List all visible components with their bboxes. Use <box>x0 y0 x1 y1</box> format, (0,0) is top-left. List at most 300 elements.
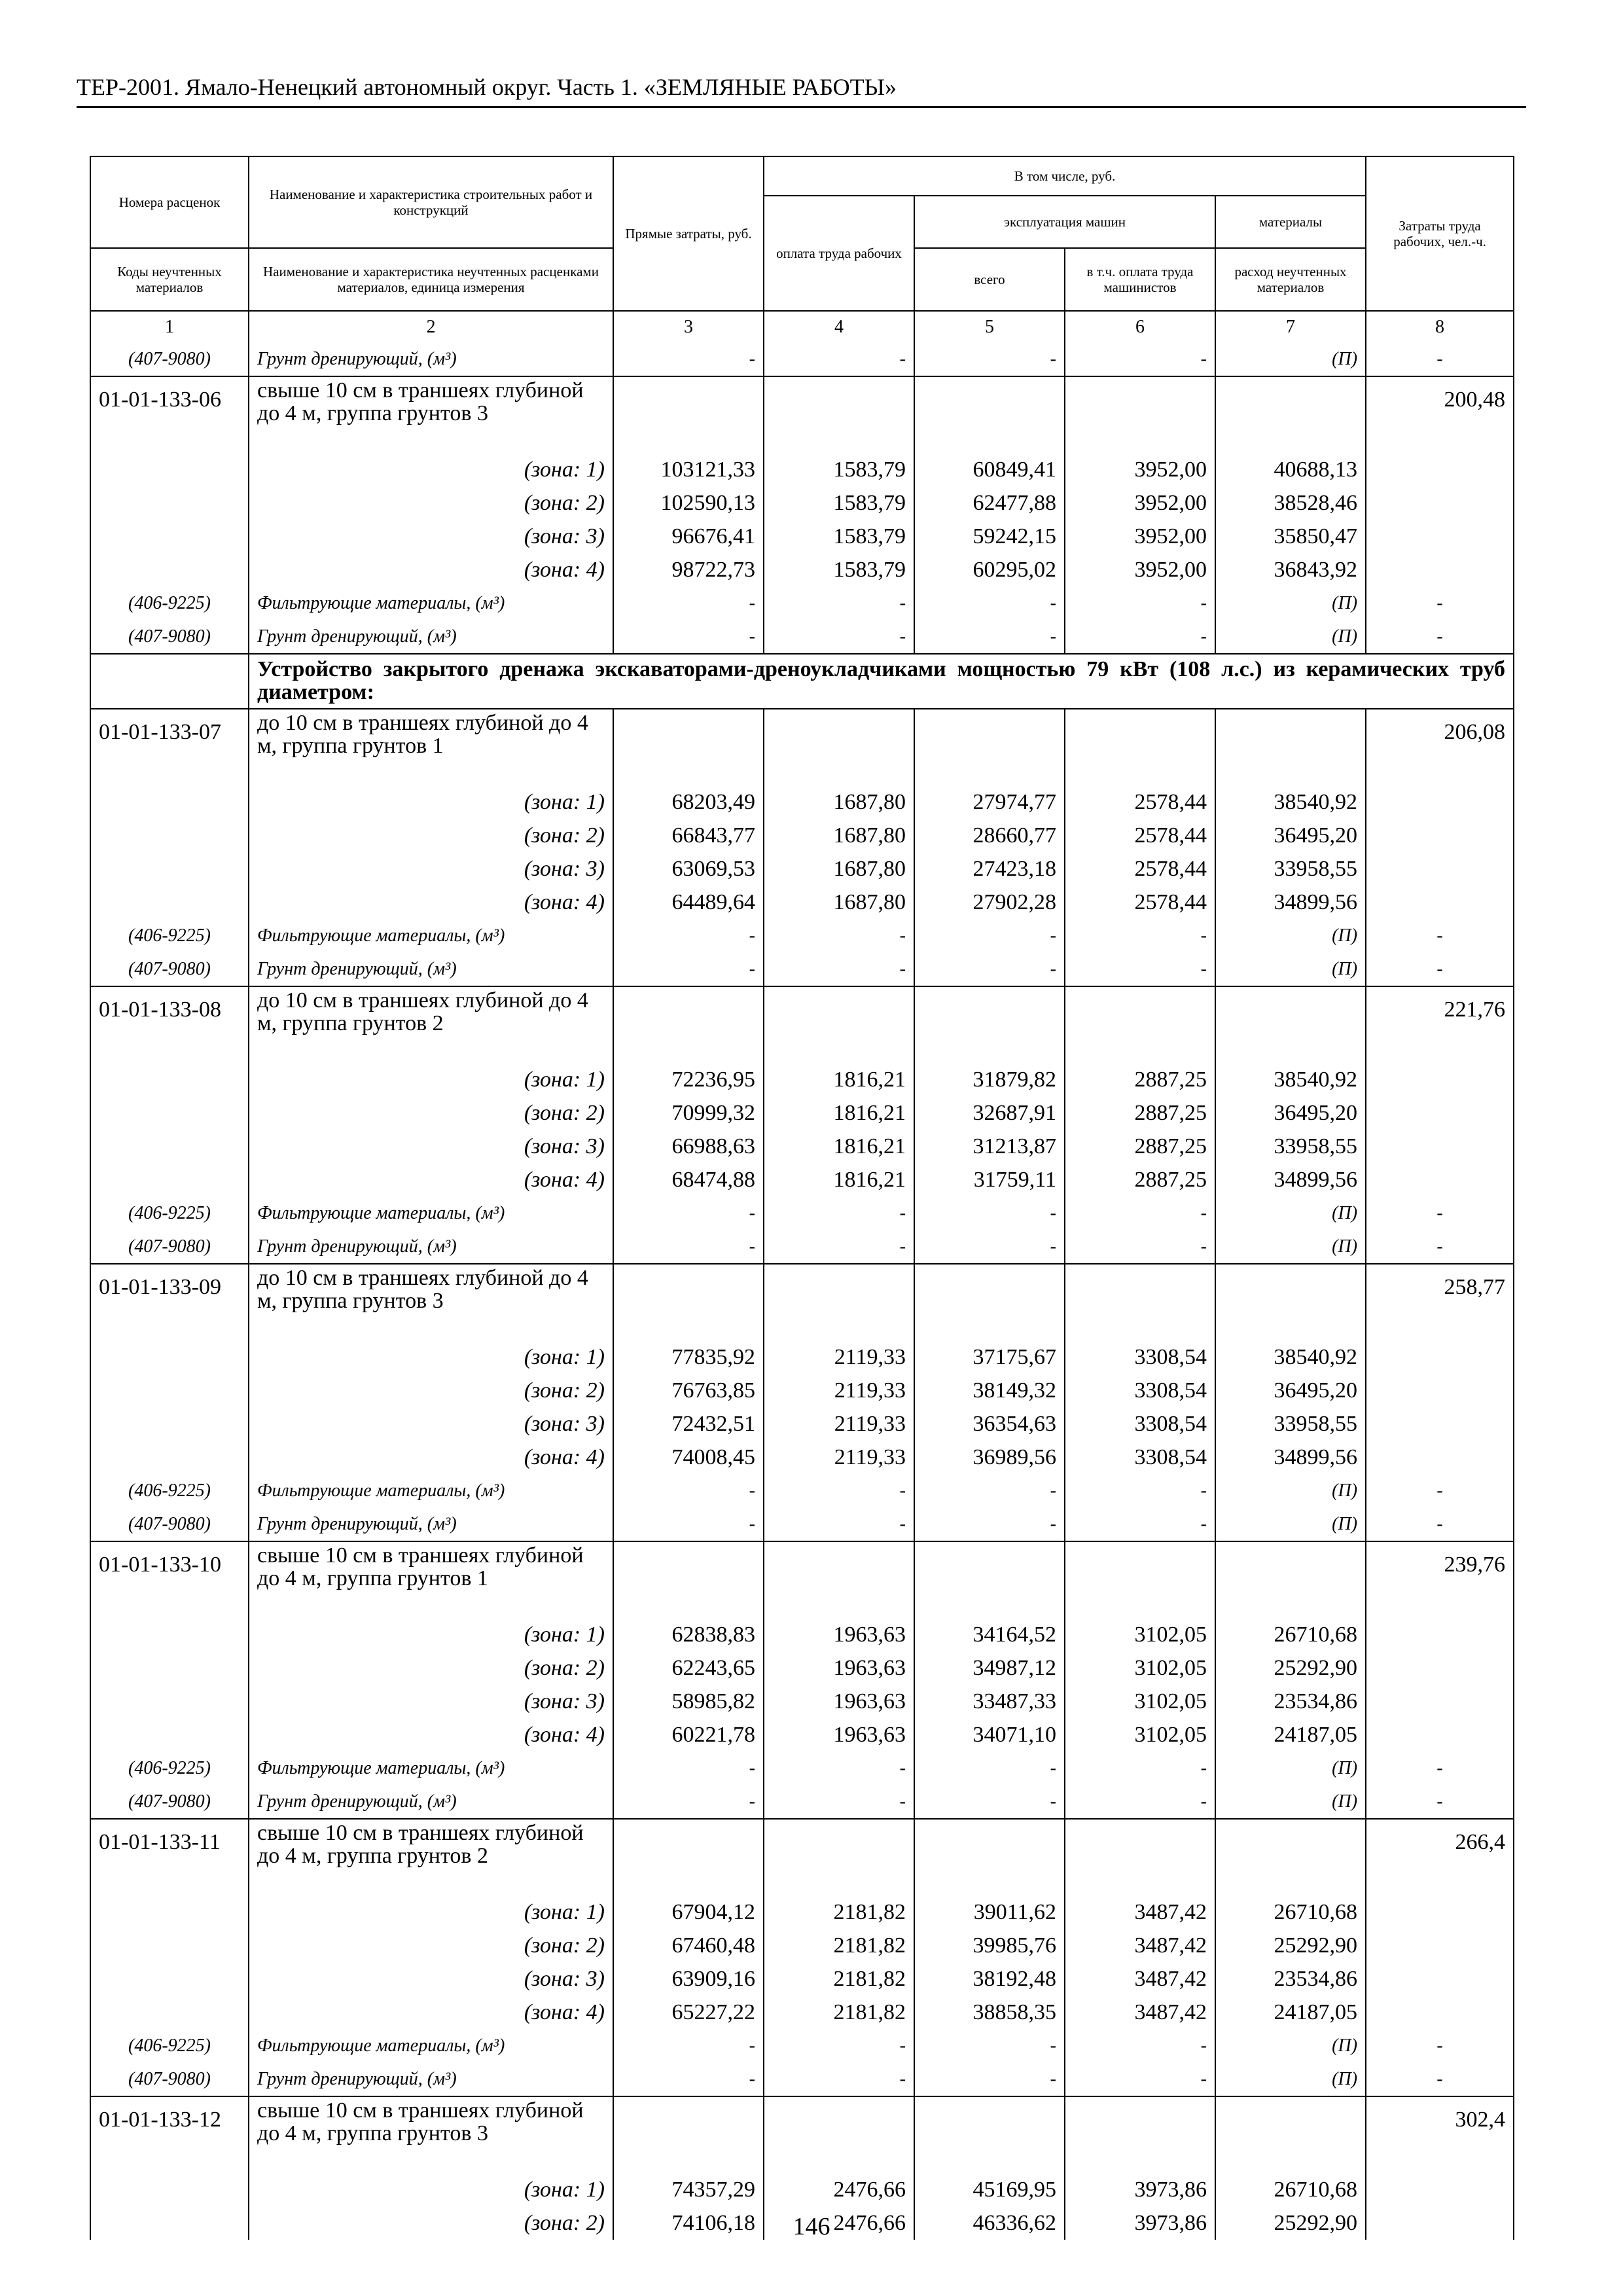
zone-label: (зона: 1) <box>249 1340 613 1374</box>
worker-pay-cell: 1583,79 <box>764 486 914 520</box>
rate-code: 01-01-133-06 <box>90 376 249 453</box>
column-number: 3 <box>613 311 764 342</box>
blank-cell <box>613 1819 764 1895</box>
zone-label: (зона: 1) <box>249 785 613 819</box>
materials-cell: 34899,56 <box>1215 1163 1366 1196</box>
materials-cell: 33958,55 <box>1215 852 1366 886</box>
machines-total-cell: 27902,28 <box>914 886 1065 919</box>
direct-cost-cell: 96676,41 <box>613 520 764 553</box>
operator-pay-cell: 3487,42 <box>1065 1929 1215 1962</box>
blank-cell <box>1366 1407 1514 1441</box>
worker-pay-cell: 2181,82 <box>764 1929 914 1962</box>
material-row <box>90 952 1514 986</box>
materials-cell: 38528,46 <box>1215 486 1366 520</box>
direct-cost-cell: - <box>613 952 764 986</box>
blank-cell <box>764 1819 914 1895</box>
blank-cell <box>1215 709 1366 785</box>
col-4-header: оплата труда рабочих <box>764 196 914 311</box>
worker-pay-cell: 2181,82 <box>764 1962 914 1996</box>
zone-row <box>90 1718 1514 1751</box>
worker-pay-cell: 2119,33 <box>764 1407 914 1441</box>
direct-cost-cell: 68474,88 <box>613 1163 764 1196</box>
direct-cost-cell: 98722,73 <box>613 553 764 586</box>
blank-cell <box>90 1996 249 2029</box>
operator-pay-cell: 2578,44 <box>1065 886 1215 919</box>
materials-cell: 38540,92 <box>1215 1340 1366 1374</box>
direct-cost-cell: - <box>613 919 764 952</box>
col-1-bottom-header: Коды неучтенных материалов <box>90 248 249 311</box>
labor-cost: 200,48 <box>1366 376 1514 453</box>
labor-cost: - <box>1366 1751 1514 1785</box>
worker-pay-cell: - <box>764 1474 914 1507</box>
worker-pay-cell: 1687,80 <box>764 886 914 919</box>
blank-cell <box>1065 1819 1215 1895</box>
zone-label: (зона: 4) <box>249 886 613 919</box>
blank-cell <box>1366 453 1514 486</box>
worker-pay-cell: - <box>764 586 914 620</box>
direct-cost-cell: 60221,78 <box>613 1718 764 1751</box>
materials-cell: (П) <box>1215 1751 1366 1785</box>
blank-cell <box>613 1264 764 1340</box>
blank-cell <box>1366 1651 1514 1685</box>
materials-cell: 26710,68 <box>1215 1618 1366 1651</box>
blank-cell <box>90 1441 249 1474</box>
blank-cell <box>1065 709 1215 785</box>
blank-cell <box>1366 1163 1514 1196</box>
zone-label: (зона: 2) <box>249 2206 613 2240</box>
operator-pay-cell: 3952,00 <box>1065 520 1215 553</box>
section-heading-row <box>90 654 1514 709</box>
machines-total-cell: - <box>914 2062 1065 2096</box>
col-6-header: в т.ч. оплата труда машинистов <box>1065 248 1215 311</box>
worker-pay-cell: 2181,82 <box>764 1895 914 1929</box>
zone-label: (зона: 2) <box>249 1096 613 1130</box>
operator-pay-cell: 3973,86 <box>1065 2206 1215 2240</box>
rate-description: свыше 10 см в траншеях глубиной до 4 м, группа грунтов 3 <box>249 376 613 453</box>
column-number: 8 <box>1366 311 1514 342</box>
zone-label: (зона: 3) <box>249 1130 613 1163</box>
operator-pay-cell: - <box>1065 620 1215 654</box>
direct-cost-cell: 63909,16 <box>613 1962 764 1996</box>
worker-pay-cell: 1583,79 <box>764 520 914 553</box>
machines-total-cell: 59242,15 <box>914 520 1065 553</box>
machines-total-cell: 37175,67 <box>914 1340 1065 1374</box>
blank-cell <box>1366 1895 1514 1929</box>
operator-pay-cell: 2887,25 <box>1065 1096 1215 1130</box>
labor-cost: - <box>1366 2062 1514 2096</box>
zone-row <box>90 1163 1514 1196</box>
direct-cost-cell: 72432,51 <box>613 1407 764 1441</box>
material-name: Фильтрующие материалы, (м³) <box>249 1474 613 1507</box>
labor-cost: - <box>1366 586 1514 620</box>
material-name: Грунт дренирующий, (м³) <box>249 952 613 986</box>
machines-total-cell: - <box>914 1474 1065 1507</box>
blank-cell <box>90 553 249 586</box>
operator-pay-cell: 2578,44 <box>1065 785 1215 819</box>
zone-row <box>90 453 1514 486</box>
material-row <box>90 2062 1514 2096</box>
worker-pay-cell: 2119,33 <box>764 1441 914 1474</box>
materials-cell: 36495,20 <box>1215 1096 1366 1130</box>
blank-cell <box>1366 1063 1514 1096</box>
blank-cell <box>1366 1685 1514 1718</box>
blank-cell <box>1065 376 1215 453</box>
material-name: Грунт дренирующий, (м³) <box>249 2062 613 2096</box>
direct-cost-cell: 62243,65 <box>613 1651 764 1685</box>
machines-total-cell: 38858,35 <box>914 1996 1065 2029</box>
material-name: Фильтрующие материалы, (м³) <box>249 586 613 620</box>
blank-cell <box>764 709 914 785</box>
machines-total-cell: 46336,62 <box>914 2206 1065 2240</box>
machines-total-cell: - <box>914 620 1065 654</box>
material-code: (406-9225) <box>90 2029 249 2062</box>
blank-cell <box>1215 1541 1366 1618</box>
machines-total-cell: - <box>914 586 1065 620</box>
direct-cost-cell: 66988,63 <box>613 1130 764 1163</box>
labor-cost: 221,76 <box>1366 986 1514 1063</box>
material-code: (406-9225) <box>90 1196 249 1230</box>
blank-cell <box>1366 2173 1514 2206</box>
labor-cost: - <box>1366 1474 1514 1507</box>
zone-label: (зона: 3) <box>249 1407 613 1441</box>
machines-total-cell: 27974,77 <box>914 785 1065 819</box>
material-row <box>90 342 1514 376</box>
rate-code: 01-01-133-09 <box>90 1264 249 1340</box>
operator-pay-cell: 3308,54 <box>1065 1441 1215 1474</box>
labor-cost: 266,4 <box>1366 1819 1514 1895</box>
operator-pay-cell: 2887,25 <box>1065 1130 1215 1163</box>
direct-cost-cell: 58985,82 <box>613 1685 764 1718</box>
operator-pay-cell: - <box>1065 1751 1215 1785</box>
blank-cell <box>1366 553 1514 586</box>
machines-total-cell: 38149,32 <box>914 1374 1065 1407</box>
rates-table <box>90 156 1514 2240</box>
operator-pay-cell: 3308,54 <box>1065 1374 1215 1407</box>
materials-cell: 23534,86 <box>1215 1685 1366 1718</box>
worker-pay-cell: 1687,80 <box>764 785 914 819</box>
zone-row <box>90 1895 1514 1929</box>
blank-cell <box>90 520 249 553</box>
blank-cell <box>1366 886 1514 919</box>
zone-row <box>90 1063 1514 1096</box>
blank-cell <box>613 709 764 785</box>
direct-cost-cell: - <box>613 1785 764 1819</box>
material-row <box>90 1785 1514 1819</box>
materials-cell: 23534,86 <box>1215 1962 1366 1996</box>
worker-pay-cell: 1687,80 <box>764 852 914 886</box>
operator-pay-cell: 3487,42 <box>1065 1895 1215 1929</box>
zone-row <box>90 1685 1514 1718</box>
worker-pay-cell: 1816,21 <box>764 1063 914 1096</box>
machines-total-cell: - <box>914 1751 1065 1785</box>
direct-cost-cell: 68203,49 <box>613 785 764 819</box>
machines-total-cell: - <box>914 1785 1065 1819</box>
machines-total-cell: - <box>914 1196 1065 1230</box>
rate-description: свыше 10 см в траншеях глубиной до 4 м, группа грунтов 3 <box>249 2096 613 2173</box>
zone-row <box>90 1374 1514 1407</box>
blank-cell <box>90 654 249 709</box>
worker-pay-cell: 1963,63 <box>764 1618 914 1651</box>
worker-pay-cell: - <box>764 2062 914 2096</box>
worker-pay-cell: 2119,33 <box>764 1340 914 1374</box>
rate-description: до 10 см в траншеях глубиной до 4 м, группа грунтов 1 <box>249 709 613 785</box>
direct-cost-cell: 62838,83 <box>613 1618 764 1651</box>
zone-row <box>90 1929 1514 1962</box>
labor-cost: - <box>1366 1507 1514 1541</box>
material-name: Грунт дренирующий, (м³) <box>249 1507 613 1541</box>
direct-cost-cell: - <box>613 342 764 376</box>
blank-cell <box>1366 852 1514 886</box>
blank-cell <box>1215 2096 1366 2173</box>
blank-cell <box>90 785 249 819</box>
section-heading: Устройство закрытого дренажа экскаваторами-дреноукладчиками мощностью 79 кВт (108 л.с.) из керамических труб диаметром: <box>249 654 1514 709</box>
rate-row <box>90 986 1514 1063</box>
worker-pay-cell: - <box>764 1230 914 1264</box>
zone-label: (зона: 4) <box>249 1163 613 1196</box>
machines-total-cell: 60849,41 <box>914 453 1065 486</box>
machines-total-cell: 60295,02 <box>914 553 1065 586</box>
direct-cost-cell: - <box>613 1230 764 1264</box>
direct-cost-cell: 70999,32 <box>613 1096 764 1130</box>
labor-cost: 302,4 <box>1366 2096 1514 2173</box>
operator-pay-cell: 3973,86 <box>1065 2173 1215 2206</box>
blank-cell <box>764 2096 914 2173</box>
blank-cell <box>1366 785 1514 819</box>
direct-cost-cell: 67460,48 <box>613 1929 764 1962</box>
col-8-header: Затраты труда рабочих, чел.-ч. <box>1366 156 1514 311</box>
operator-pay-cell: 3102,05 <box>1065 1651 1215 1685</box>
machines-total-cell: - <box>914 342 1065 376</box>
operator-pay-cell: - <box>1065 342 1215 376</box>
blank-cell <box>914 1541 1065 1618</box>
blank-cell <box>1366 1374 1514 1407</box>
blank-cell <box>90 1374 249 1407</box>
zone-label: (зона: 1) <box>249 2173 613 2206</box>
blank-cell <box>90 1685 249 1718</box>
worker-pay-cell: 2181,82 <box>764 1996 914 2029</box>
zone-row <box>90 1962 1514 1996</box>
operator-pay-cell: 2887,25 <box>1065 1163 1215 1196</box>
zone-row <box>90 520 1514 553</box>
labor-cost: - <box>1366 2029 1514 2062</box>
blank-cell <box>764 376 914 453</box>
materials-cell: 25292,90 <box>1215 1929 1366 1962</box>
zone-label: (зона: 4) <box>249 1441 613 1474</box>
material-name: Грунт дренирующий, (м³) <box>249 342 613 376</box>
direct-cost-cell: - <box>613 620 764 654</box>
blank-cell <box>1366 819 1514 852</box>
direct-cost-cell: 74106,18 <box>613 2206 764 2240</box>
blank-cell <box>1215 376 1366 453</box>
operator-pay-cell: 2887,25 <box>1065 1063 1215 1096</box>
worker-pay-cell: 2119,33 <box>764 1374 914 1407</box>
materials-cell: 25292,90 <box>1215 1651 1366 1685</box>
direct-cost-cell: 66843,77 <box>613 819 764 852</box>
blank-cell <box>1065 986 1215 1063</box>
labor-cost: - <box>1366 1230 1514 1264</box>
labor-cost: - <box>1366 1196 1514 1230</box>
blank-cell <box>1366 520 1514 553</box>
materials-cell: 38540,92 <box>1215 785 1366 819</box>
rate-row <box>90 2096 1514 2173</box>
material-row <box>90 1751 1514 1785</box>
material-code: (407-9080) <box>90 952 249 986</box>
rate-description: свыше 10 см в траншеях глубиной до 4 м, группа грунтов 2 <box>249 1819 613 1895</box>
materials-cell: 36495,20 <box>1215 819 1366 852</box>
direct-cost-cell: - <box>613 1474 764 1507</box>
blank-cell <box>1366 1618 1514 1651</box>
machines-total-cell: 34987,12 <box>914 1651 1065 1685</box>
material-code: (407-9080) <box>90 620 249 654</box>
blank-cell <box>1366 1130 1514 1163</box>
blank-cell <box>90 1618 249 1651</box>
rate-description: до 10 см в траншеях глубиной до 4 м, группа грунтов 2 <box>249 986 613 1063</box>
direct-cost-cell: - <box>613 1751 764 1785</box>
material-row <box>90 1474 1514 1507</box>
machines-total-cell: 39011,62 <box>914 1895 1065 1929</box>
zone-row <box>90 1996 1514 2029</box>
materials-cell: (П) <box>1215 1196 1366 1230</box>
column-number: 1 <box>90 311 249 342</box>
operator-pay-cell: - <box>1065 586 1215 620</box>
worker-pay-cell: 1816,21 <box>764 1096 914 1130</box>
blank-cell <box>1215 1264 1366 1340</box>
operator-pay-cell: - <box>1065 2029 1215 2062</box>
worker-pay-cell: - <box>764 1751 914 1785</box>
worker-pay-cell: 1583,79 <box>764 453 914 486</box>
labor-cost: - <box>1366 620 1514 654</box>
table-body <box>90 311 1514 2240</box>
materials-cell: 34899,56 <box>1215 1441 1366 1474</box>
direct-cost-cell: 74357,29 <box>613 2173 764 2206</box>
blank-cell <box>914 376 1065 453</box>
blank-cell <box>90 1929 249 1962</box>
operator-pay-cell: 2578,44 <box>1065 852 1215 886</box>
materials-cell: (П) <box>1215 620 1366 654</box>
direct-cost-cell: - <box>613 2062 764 2096</box>
col-7-header: расход неучтенных материалов <box>1215 248 1366 311</box>
blank-cell <box>1215 1819 1366 1895</box>
machines-total-cell: 38192,48 <box>914 1962 1065 1996</box>
blank-cell <box>90 1895 249 1929</box>
machines-total-cell: - <box>914 919 1065 952</box>
material-row <box>90 2029 1514 2062</box>
zone-label: (зона: 2) <box>249 1374 613 1407</box>
rate-row <box>90 709 1514 785</box>
worker-pay-cell: - <box>764 952 914 986</box>
materials-cell: (П) <box>1215 2029 1366 2062</box>
materials-cell: (П) <box>1215 1474 1366 1507</box>
rate-row <box>90 376 1514 453</box>
material-code: (407-9080) <box>90 342 249 376</box>
zone-row <box>90 785 1514 819</box>
rate-description: до 10 см в траншеях глубиной до 4 м, группа грунтов 3 <box>249 1264 613 1340</box>
blank-cell <box>90 1063 249 1096</box>
blank-cell <box>90 1340 249 1374</box>
blank-cell <box>1215 986 1366 1063</box>
operator-pay-cell: 3487,42 <box>1065 1962 1215 1996</box>
machines-total-cell: 36354,63 <box>914 1407 1065 1441</box>
rate-code: 01-01-133-10 <box>90 1541 249 1618</box>
blank-cell <box>90 453 249 486</box>
zone-label: (зона: 1) <box>249 1063 613 1096</box>
blank-cell <box>1366 486 1514 520</box>
zone-label: (зона: 3) <box>249 1962 613 1996</box>
rate-code: 01-01-133-11 <box>90 1819 249 1895</box>
machines-total-cell: - <box>914 952 1065 986</box>
blank-cell <box>914 1819 1065 1895</box>
col-1-top-header: Номера расценок <box>90 156 249 248</box>
material-code: (407-9080) <box>90 1507 249 1541</box>
operator-pay-cell: - <box>1065 1785 1215 1819</box>
blank-cell <box>90 1718 249 1751</box>
materials-cell: 25292,90 <box>1215 2206 1366 2240</box>
zone-label: (зона: 1) <box>249 453 613 486</box>
direct-cost-cell: 64489,64 <box>613 886 764 919</box>
worker-pay-cell: 2476,66 <box>764 2206 914 2240</box>
materials-cell: 26710,68 <box>1215 2173 1366 2206</box>
blank-cell <box>90 886 249 919</box>
machines-total-cell: 62477,88 <box>914 486 1065 520</box>
machines-total-cell: 31759,11 <box>914 1163 1065 1196</box>
machines-total-cell: 32687,91 <box>914 1096 1065 1130</box>
rate-code: 01-01-133-12 <box>90 2096 249 2173</box>
operator-pay-cell: 3952,00 <box>1065 486 1215 520</box>
material-code: (407-9080) <box>90 1785 249 1819</box>
materials-cell: (П) <box>1215 919 1366 952</box>
zone-row <box>90 1096 1514 1130</box>
materials-cell: 40688,13 <box>1215 453 1366 486</box>
rate-code: 01-01-133-07 <box>90 709 249 785</box>
direct-cost-cell: 63069,53 <box>613 852 764 886</box>
material-code: (406-9225) <box>90 919 249 952</box>
zone-row <box>90 1340 1514 1374</box>
column-number: 4 <box>764 311 914 342</box>
machines-total-cell: - <box>914 2029 1065 2062</box>
zone-label: (зона: 3) <box>249 1685 613 1718</box>
operator-pay-cell: - <box>1065 2062 1215 2096</box>
machines-total-cell: 34164,52 <box>914 1618 1065 1651</box>
zone-label: (зона: 2) <box>249 1651 613 1685</box>
blank-cell <box>90 1163 249 1196</box>
zone-row <box>90 1651 1514 1685</box>
materials-cell: 36495,20 <box>1215 1374 1366 1407</box>
operator-pay-cell: - <box>1065 919 1215 952</box>
column-number: 6 <box>1065 311 1215 342</box>
blank-cell <box>613 986 764 1063</box>
blank-cell <box>1366 1340 1514 1374</box>
material-name: Фильтрующие материалы, (м³) <box>249 1751 613 1785</box>
blank-cell <box>1065 2096 1215 2173</box>
operator-pay-cell: - <box>1065 1474 1215 1507</box>
direct-cost-cell: 67904,12 <box>613 1895 764 1929</box>
materials-cell: 26710,68 <box>1215 1895 1366 1929</box>
labor-cost: 239,76 <box>1366 1541 1514 1618</box>
zone-row <box>90 553 1514 586</box>
col-3-header: Прямые затраты, руб. <box>613 156 764 311</box>
operator-pay-cell: 3308,54 <box>1065 1407 1215 1441</box>
material-row <box>90 1196 1514 1230</box>
blank-cell <box>1366 1962 1514 1996</box>
zone-row <box>90 1130 1514 1163</box>
blank-cell <box>914 2096 1065 2173</box>
direct-cost-cell: 103121,33 <box>613 453 764 486</box>
material-code: (406-9225) <box>90 586 249 620</box>
blank-cell <box>90 819 249 852</box>
zone-label: (зона: 3) <box>249 852 613 886</box>
machines-total-cell: 31879,82 <box>914 1063 1065 1096</box>
header-rule <box>77 106 1526 108</box>
